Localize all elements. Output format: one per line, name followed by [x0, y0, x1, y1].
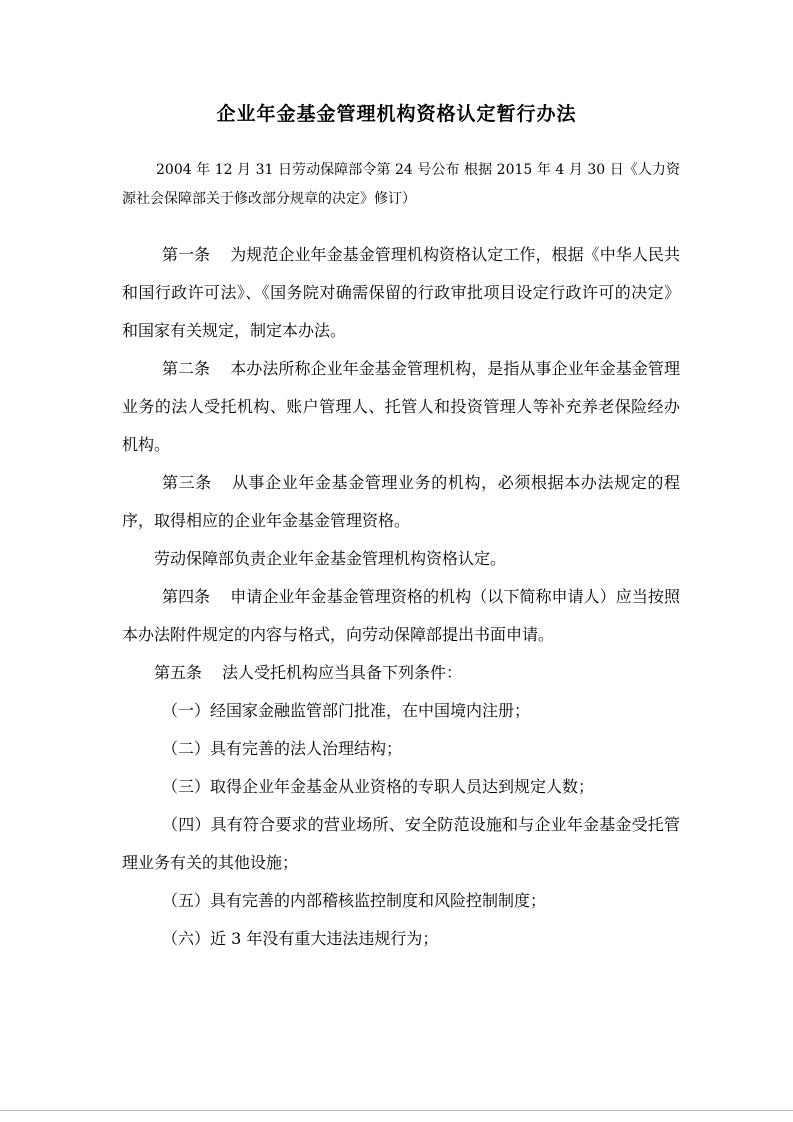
page-bottom-divider — [0, 1110, 793, 1111]
article-3 — [122, 464, 680, 540]
document-subtitle: 2004 年 12 月 31 日劳动保障部令第 24 号公布 根据 2015 年 4 月 30 日《人力资源社会保障部关于修改部分规章的决定》修订） — [122, 162, 680, 207]
list-item: （二）具有完善的法人治理结构； — [162, 739, 403, 758]
list-item: （五）具有完善的内部稽核监控制度和风险控制制度； — [162, 891, 547, 910]
list-item: （一）经国家金融监管部门批准，在中国境内注册； — [162, 701, 531, 720]
list-item: （四）具有符合要求的营业场所、安全防范设施和与企业年金基金受托管理业务有关的其他设施； — [122, 815, 680, 872]
article-text: 从事企业年金基金管理业务的机构，必须根据本办法规定的程序，取得相应的企业年金基金管理资格。 — [122, 473, 680, 530]
article-3-paragraph-2: 劳动保障部负责企业年金基金管理机构资格认定。 — [154, 549, 507, 568]
document-title: 企业年金基金管理机构资格认定暂行办法 — [216, 103, 577, 125]
article-1 — [122, 236, 680, 350]
article-5 — [122, 654, 680, 692]
article-number: 第二条 — [162, 359, 211, 378]
article-number: 第四条 — [162, 587, 211, 606]
article-text: 申请企业年金基金管理资格的机构（以下简称申请人）应当按照本办法附件规定的内容与格式，向劳动保障部提出书面申请。 — [122, 587, 680, 644]
article-text: 为规范企业年金基金管理机构资格认定工作，根据《中华人民共和国行政许可法》、《国务院对确需保留的行政审批项目设定行政许可的决定》和国家有关规定，制定本办法。 — [122, 245, 680, 340]
list-item: （六）近 3 年没有重大违法违规行为； — [162, 929, 439, 948]
article-2 — [122, 350, 680, 464]
list-item: （三）取得企业年金基金从业资格的专职人员达到规定人数； — [162, 777, 595, 796]
article-text: 法人受托机构应当具备下列条件： — [222, 663, 463, 682]
article-number: 第一条 — [162, 245, 211, 264]
article-text: 本办法所称企业年金基金管理机构，是指从事企业年金基金管理业务的法人受托机构、账户管理人、托管人和投资管理人等补充养老保险经办机构。 — [122, 359, 680, 454]
article-number: 第五条 — [154, 663, 203, 682]
article-number: 第三条 — [162, 473, 212, 492]
article-4 — [122, 578, 680, 654]
document-body — [122, 236, 680, 958]
